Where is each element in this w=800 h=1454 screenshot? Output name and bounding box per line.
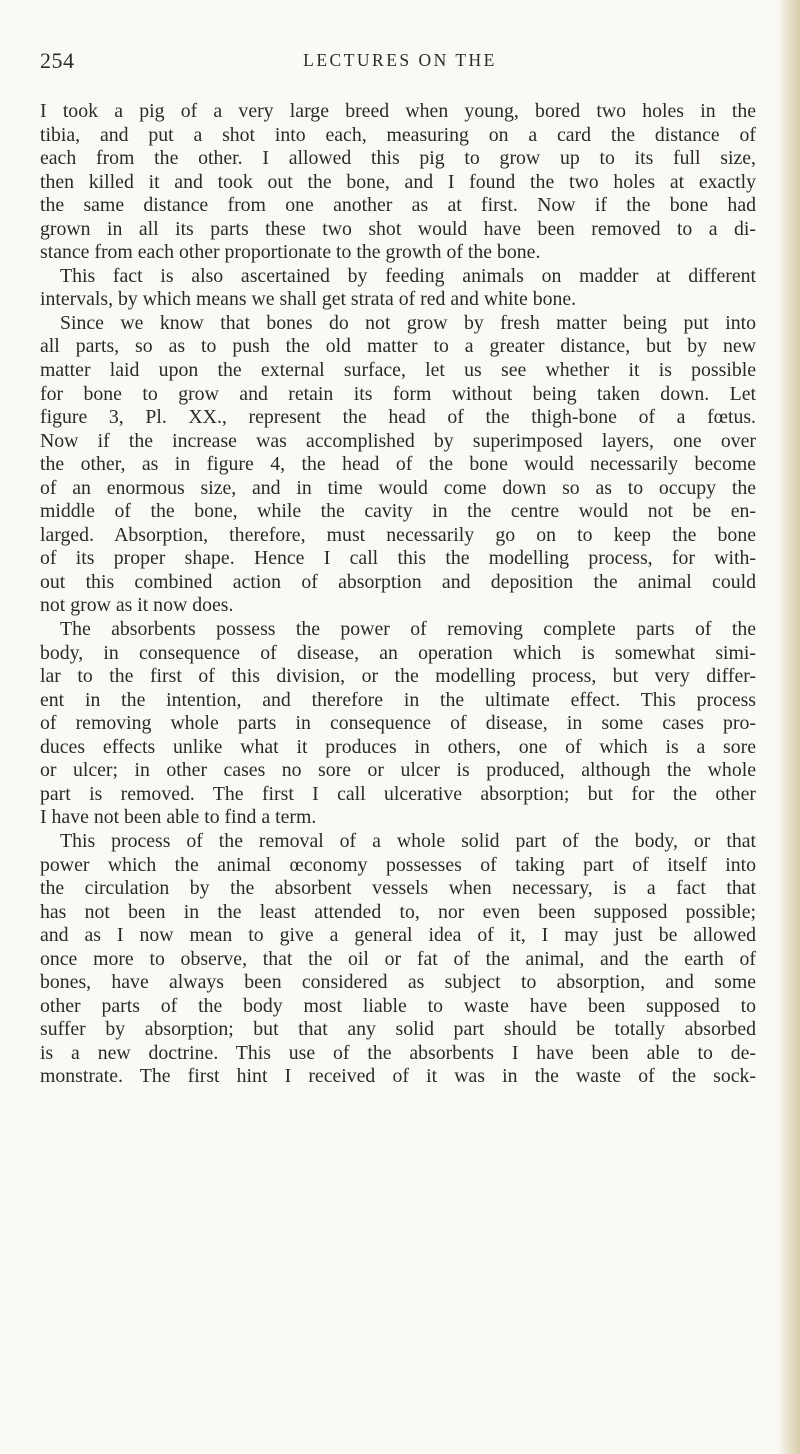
text-line: or ulcer; in other cases no sore or ulcer is produced, although the whole — [40, 759, 756, 782]
text-line: has not been in the least attended to, nor even been supposed possible; — [40, 900, 756, 923]
page-header — [0, 48, 800, 78]
text-line: duces effects unlike what it produces in others, one of which is a sore — [40, 735, 756, 758]
page-edge-shadow — [778, 0, 800, 1454]
text-line: not grow as it now does. — [40, 594, 234, 617]
text-line: middle of the bone, while the cavity in the centre would not be en- — [40, 500, 756, 523]
text-line: The absorbents possess the power of removing complete parts of the — [60, 618, 756, 641]
text-line: ent in the intention, and therefore in the ultimate effect. This process — [40, 688, 756, 711]
text-line: the same distance from one another as at first. Now if the bone had — [40, 194, 756, 217]
text-line: then killed it and took out the bone, and I found the two holes at exactly — [40, 170, 756, 193]
text-line: of its proper shape. Hence I call this the modelling process, for with- — [40, 547, 756, 570]
text-line: once more to observe, that the oil or fat of the animal, and the earth of — [40, 947, 756, 970]
text-line: out this combined action of absorption and deposition the animal could — [40, 570, 756, 593]
text-line: I have not been able to find a term. — [40, 806, 317, 829]
text-line: stance from each other proportionate to the growth of the bone. — [40, 241, 541, 264]
text-line: for bone to grow and retain its form without being taken down. Let — [40, 382, 756, 405]
text-line: each from the other. I allowed this pig to grow up to its full size, — [40, 147, 756, 170]
text-line: other parts of the body most liable to waste have been supposed to — [40, 994, 756, 1017]
text-line: figure 3, Pl. XX., represent the head of the thigh-bone of a fœtus. — [40, 406, 756, 429]
text-line: lar to the first of this division, or the modelling process, but very differ- — [40, 665, 756, 688]
text-line: monstrate. The first hint I received of it was in the waste of the sock- — [40, 1065, 756, 1088]
text-line: Since we know that bones do not grow by fresh matter being put into — [60, 311, 756, 334]
text-line: I took a pig of a very large breed when young, bored two holes in the — [40, 100, 756, 122]
page-number: 254 — [40, 48, 75, 73]
text-line: power which the animal œconomy possesses of taking part of itself into — [40, 853, 756, 876]
text-line: tibia, and put a shot into each, measuring on a card the distance of — [40, 123, 756, 146]
text-line: the other, as in figure 4, the head of the bone would necessarily become — [40, 453, 756, 476]
text-line: intervals, by which means we shall get strata of red and white bone. — [40, 288, 577, 311]
text-line: suffer by absorption; but that any solid part should be totally absorbed — [40, 1018, 756, 1041]
text-line: This process of the removal of a whole solid part of the body, or that — [60, 829, 756, 852]
text-line: part is removed. The first I call ulcerative absorption; but for the other — [40, 782, 756, 805]
body-text — [40, 100, 756, 1089]
text-line: the circulation by the absorbent vessels when necessary, is a fact that — [40, 877, 756, 900]
text-line: larged. Absorption, therefore, must necessarily go on to keep the bone — [40, 523, 756, 546]
text-line: of an enormous size, and in time would come down so as to occupy the — [40, 476, 756, 499]
text-line: matter laid upon the external surface, let us see whether it is possible — [40, 359, 756, 382]
text-line: and as I now mean to give a general idea of it, I may just be allowed — [40, 924, 756, 947]
text-line: grown in all its parts these two shot would have been removed to a di- — [40, 217, 756, 240]
text-line: body, in consequence of disease, an operation which is somewhat simi- — [40, 641, 756, 664]
text-line: of removing whole parts in consequence of disease, in some cases pro- — [40, 712, 756, 735]
text-line: is a new doctrine. This use of the absorbents I have been able to de- — [40, 1041, 756, 1064]
running-head: LECTURES ON THE — [303, 50, 497, 70]
text-line: Now if the increase was accomplished by superimposed layers, one over — [40, 429, 756, 452]
text-line: This fact is also ascertained by feeding animals on madder at different — [60, 264, 756, 287]
text-line: all parts, so as to push the old matter to a greater distance, but by new — [40, 335, 756, 358]
text-line: bones, have always been considered as subject to absorption, and some — [40, 971, 756, 994]
